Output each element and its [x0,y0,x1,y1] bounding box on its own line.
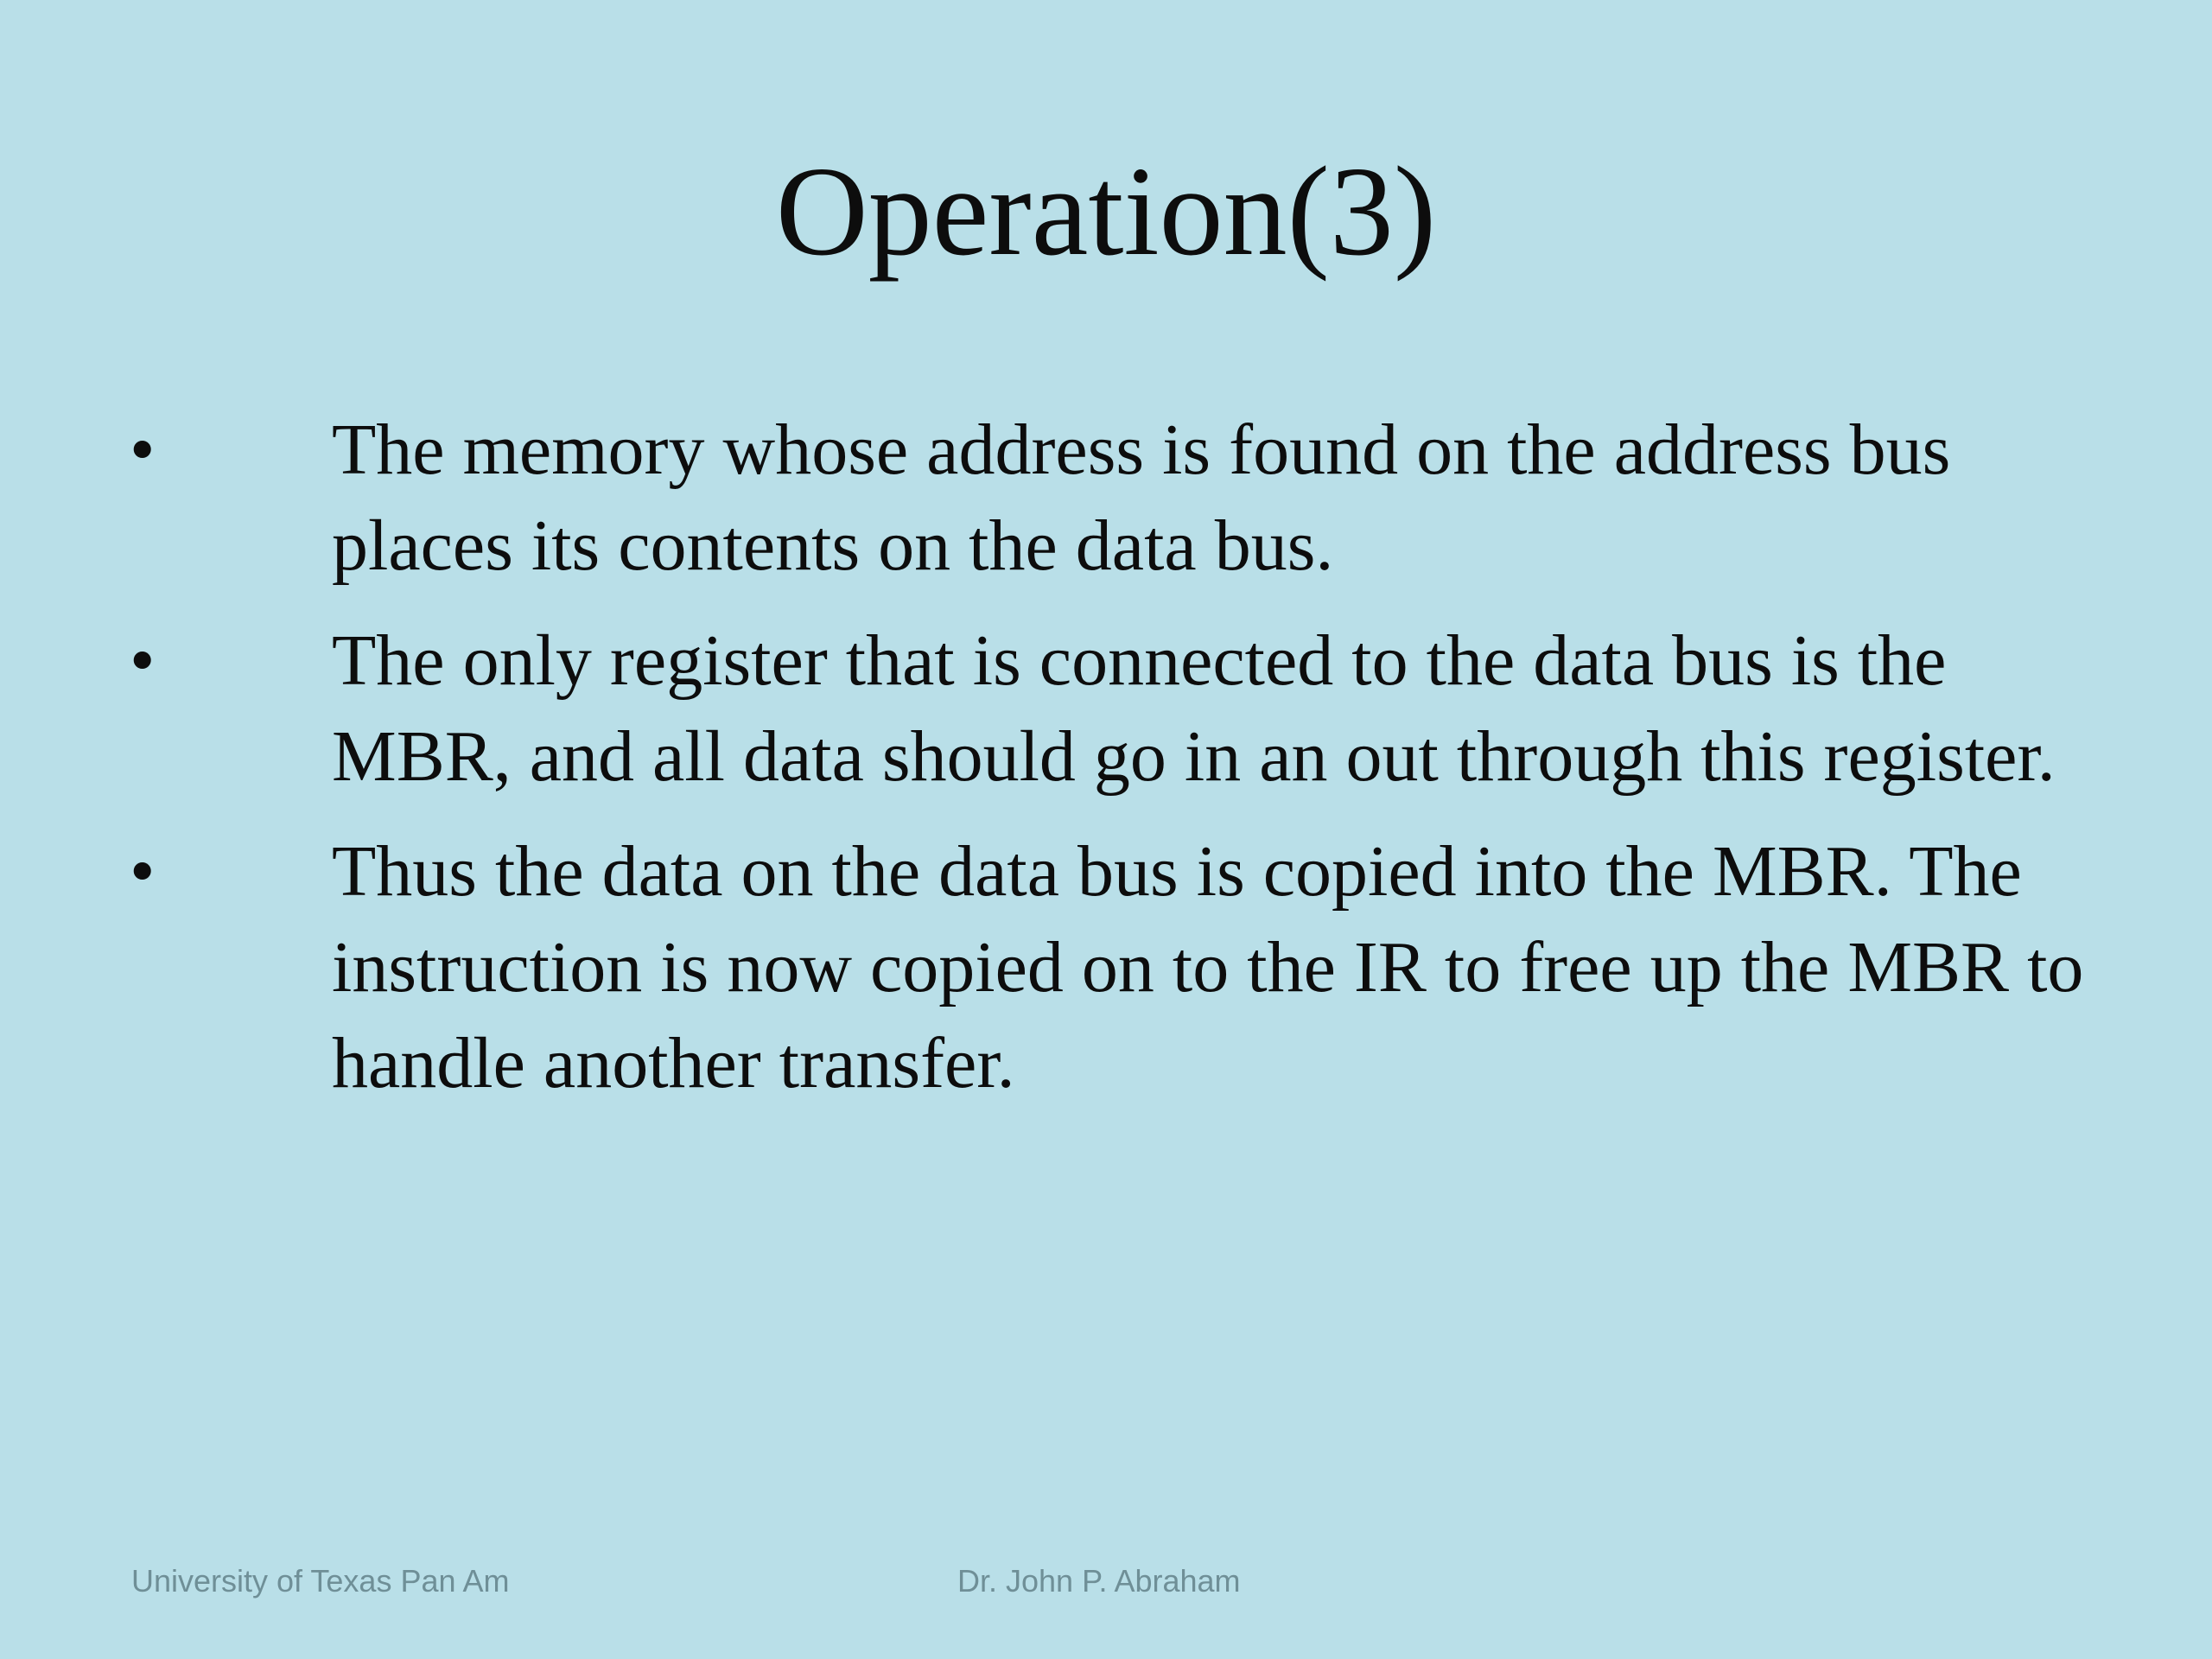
bullet-text-3: Thus the data on the data bus is copied into the MBR. The instruction is now copied on to the IR to free up the MBR to handle another transfer. [332,831,2084,1103]
bullet-dot-icon: • [130,831,156,912]
bullet-text-2: The only register that is connected to the data bus is the MBR, and all data should go in an out through this register. [332,620,2056,797]
bullet-dot-icon: • [130,410,156,490]
bullet-list [130,402,2100,1130]
footer-institution: University of Texas Pan Am [131,1563,510,1599]
bullet-text-1: The memory whose address is found on the address bus places its contents on the data bus. [332,410,1951,586]
footer-author: Dr. John P. Abraham [957,1563,1241,1599]
slide-title: Operation(3) [775,141,1437,283]
bullet-dot-icon: • [130,620,156,701]
bullet-item-1 [130,402,2100,594]
bullet-item-3 [130,823,2100,1111]
bullet-item-2 [130,613,2100,804]
